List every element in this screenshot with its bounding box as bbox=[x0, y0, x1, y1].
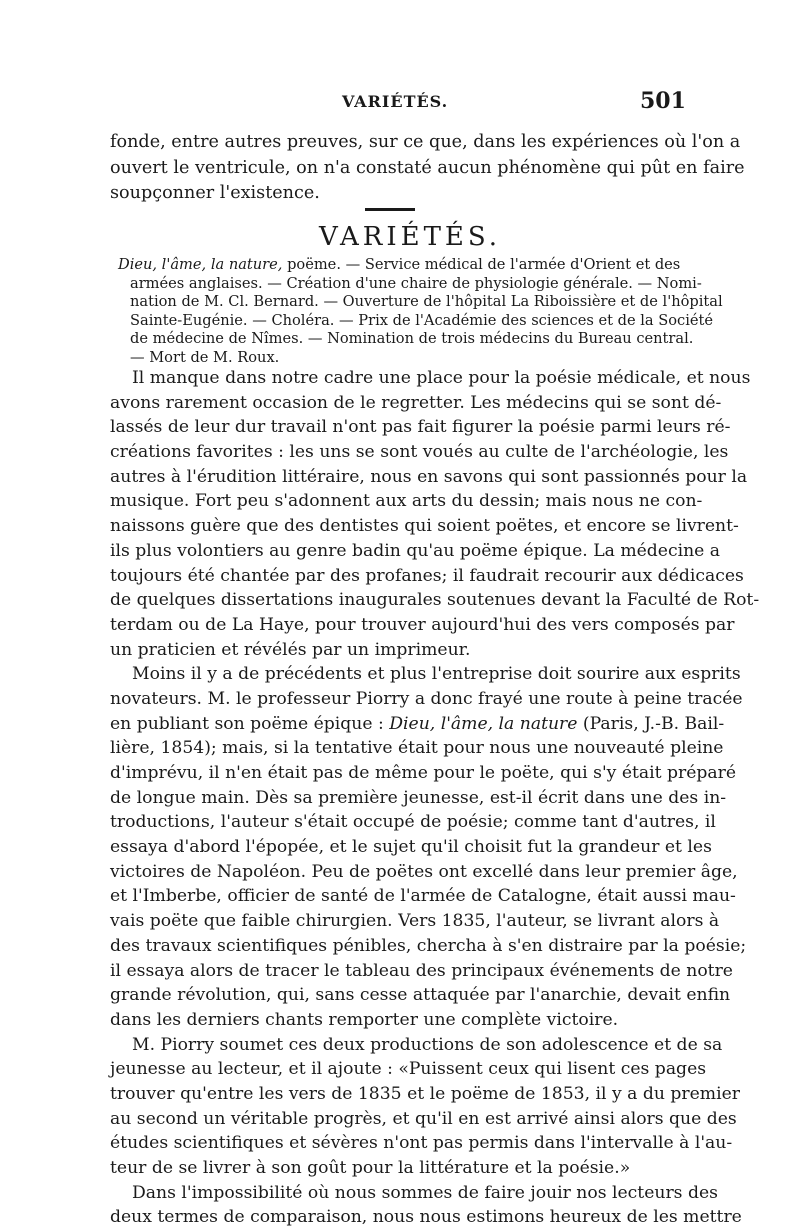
main-text bbox=[110, 366, 760, 1230]
continuation-paragraph bbox=[110, 130, 745, 207]
text-line: de longue main. Dès sa première jeunesse, est-il écrit dans une des in- bbox=[110, 787, 727, 808]
summary-line: nation de M. Cl. Bernard. — Ouverture de l'hôpital La Riboissière et de l'hôpital bbox=[130, 293, 723, 311]
section-summary bbox=[118, 256, 723, 368]
text-line: dans les derniers chants remporter une complète victoire. bbox=[110, 1009, 619, 1030]
text-line: ouvert le ventricule, on n'a constaté aucun phénomène qui pût en faire bbox=[110, 157, 745, 178]
text-line: M. Piorry soumet ces deux productions de son adolescence et de sa bbox=[132, 1034, 723, 1055]
text-line: lière, 1854); mais, si la tentative était pour nous une nouveauté pleine bbox=[110, 738, 724, 759]
text-line: et l'Imberbe, officier de santé de l'armée de Catalogne, était aussi mau- bbox=[110, 886, 736, 907]
text-line: troductions, l'auteur s'était occupé de poésie; comme tant d'autres, il bbox=[110, 812, 716, 833]
text-line: grande révolution, qui, sans cesse attaquée par l'anarchie, devait enfin bbox=[110, 985, 731, 1006]
summary-line: Sainte-Eugénie. — Choléra. — Prix de l'Académie des sciences et de la Société bbox=[130, 311, 714, 329]
text-line: naissons guère que des dentistes qui soient poëtes, et encore se livrent- bbox=[110, 516, 739, 537]
book-title-italic: Dieu, l'âme, la nature bbox=[389, 713, 578, 734]
summary-line: Dieu, l'âme, la nature, poëme. — Service médical de l'armée d'Orient et des bbox=[118, 256, 681, 273]
text-line: de quelques dissertations inaugurales soutenues devant la Faculté de Rot- bbox=[110, 590, 760, 611]
text-line: Il manque dans notre cadre une place pour la poésie médicale, et nous bbox=[132, 368, 751, 388]
text-line: avons rarement occasion de le regretter. Les médecins qui se sont dé- bbox=[110, 392, 722, 413]
text-line: Dans l'impossibilité où nous sommes de faire jouir nos lecteurs des bbox=[132, 1182, 718, 1203]
text-line: victoires de Napoléon. Peu de poëtes ont excellé dans leur premier âge, bbox=[110, 861, 738, 882]
text-line: essaya d'abord l'épopée, et le sujet qu'il choisit fut la grandeur et les bbox=[110, 837, 712, 858]
text-line: trouver qu'entre les vers de 1835 et le poëme de 1853, il y a du premier bbox=[110, 1083, 740, 1104]
summary-line: de médecine de Nîmes. — Nomination de trois médecins du Bureau central. bbox=[130, 330, 694, 348]
summary-line: — Mort de M. Roux. bbox=[130, 348, 280, 366]
summary-italic-title: Dieu, l'âme, la nature, bbox=[118, 256, 283, 273]
text-line: soupçonner l'existence. bbox=[110, 183, 320, 203]
text-line: deux termes de comparaison, nous nous estimons heureux de les mettre bbox=[110, 1207, 742, 1228]
running-title: VARIÉTÉS. bbox=[342, 92, 449, 111]
text-line: des travaux scientifiques pénibles, chercha à s'en distraire par la poésie; bbox=[110, 935, 747, 956]
text-line: d'imprévu, il n'en était pas de même pour le poëte, qui s'y était préparé bbox=[110, 763, 737, 783]
text-line: il essaya alors de tracer le tableau des principaux événements de notre bbox=[110, 960, 733, 981]
text-line: fonde, entre autres preuves, sur ce que, dans les expériences où l'on a bbox=[110, 132, 741, 152]
text-line: au second un véritable progrès, et qu'il en est arrivé ainsi alors que des bbox=[110, 1108, 737, 1129]
text-line: novateurs. M. le professeur Piorry a donc frayé une route à peine tracée bbox=[110, 688, 743, 709]
text-line: lassés de leur dur travail n'ont pas fait figurer la poésie parmi leurs ré- bbox=[110, 417, 731, 438]
page-number: 501 bbox=[640, 88, 686, 114]
text-line: toujours été chantée par des profanes; il faudrait recourir aux dédicaces bbox=[110, 565, 744, 586]
text-line: terdam ou de La Haye, pour trouver aujourd'hui des vers composés par bbox=[110, 614, 735, 635]
text-line: Moins il y a de précédents et plus l'entreprise doit sourire aux esprits bbox=[132, 664, 741, 685]
text-line: ils plus volontiers au genre badin qu'au poëme épique. La médecine a bbox=[110, 540, 721, 561]
text-line: jeunesse au lecteur, et il ajoute : «Puissent ceux qui lisent ces pages bbox=[110, 1059, 707, 1080]
section-divider bbox=[365, 208, 415, 211]
running-head bbox=[0, 88, 800, 122]
text-line: créations favorites : les uns se sont voués au culte de l'archéologie, les bbox=[110, 442, 729, 463]
text-line: teur de se livrer à son goût pour la littérature et la poésie.» bbox=[110, 1158, 631, 1178]
summary-line: armées anglaises. — Création d'une chaire de physiologie générale. — Nomi- bbox=[130, 274, 702, 292]
text-line: un praticien et révélés par un imprimeur. bbox=[110, 639, 471, 660]
text-line: autres à l'érudition littéraire, nous en savons qui sont passionnés pour la bbox=[110, 466, 748, 487]
text-line: en publiant son poëme épique : Dieu, l'âme, la nature (Paris, J.-B. Bail- bbox=[110, 713, 725, 734]
text-line: études scientifiques et sévères n'ont pas permis dans l'intervalle à l'au- bbox=[110, 1133, 733, 1154]
section-title: VARIÉTÉS. bbox=[318, 222, 502, 252]
text-line: musique. Fort peu s'adonnent aux arts du dessin; mais nous ne con- bbox=[110, 491, 703, 512]
text-line: vais poëte que faible chirurgien. Vers 1835, l'auteur, se livrant alors à bbox=[110, 911, 720, 932]
